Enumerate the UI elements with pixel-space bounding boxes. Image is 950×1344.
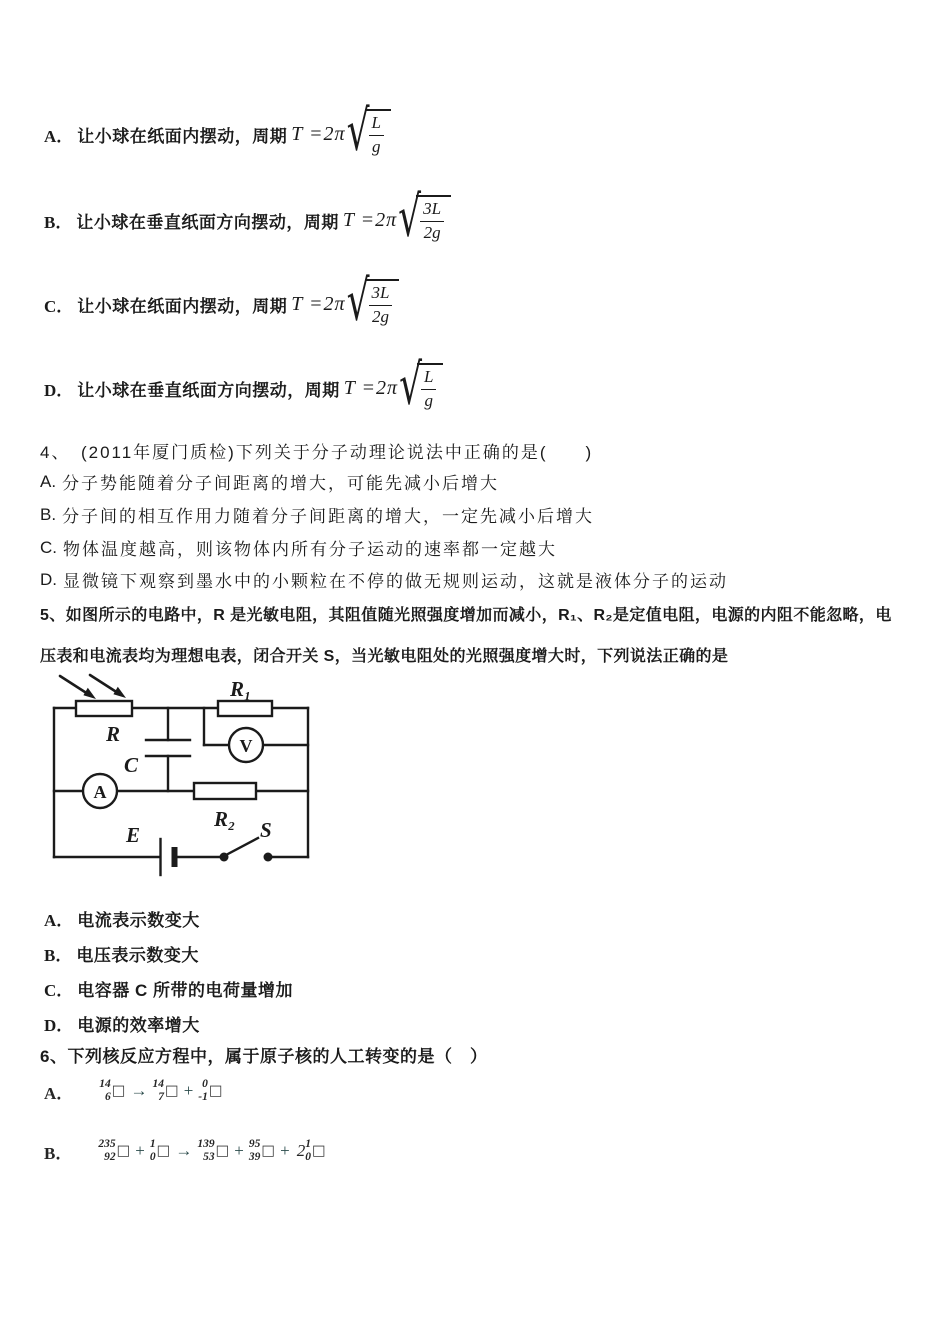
option-text: 电源的效率增大 [77,1016,200,1035]
mass-atomic-numbers [99,1079,111,1103]
option-label: D. [40,569,57,589]
fraction-numerator: 3L [420,199,444,221]
mass-atomic-numbers [197,1139,214,1163]
q5-option-d [44,1011,200,1036]
option-label: B． [44,1143,73,1163]
period-formula [343,353,444,418]
arrowhead-icon [113,687,126,698]
mass-number: 235 [98,1138,116,1150]
formula-prefix: T =2π [291,122,346,145]
q6-equation-b [44,1136,326,1166]
q6-header [40,1042,487,1067]
formula-prefix: T =2π [291,292,346,315]
question-text: 6、下列核反应方程中，属于原子核的人工转变的是（ ） [40,1047,488,1066]
option-label: B. [40,504,57,524]
q5-option-b [44,941,199,966]
ammeter-label: A [93,782,107,802]
atomic-number: 92 [104,1150,116,1163]
missing-glyph-box: □ [208,1083,223,1099]
q3-option-b [44,185,451,252]
switch-contact-dot [264,853,273,862]
fraction-denominator: g [372,136,381,156]
nuclide [98,1139,130,1163]
option-label: C. [40,537,57,557]
missing-glyph-box: □ [116,1143,131,1159]
option-label: A. [40,471,57,491]
fraction-denominator: 2g [423,222,441,242]
resistor-r1-label: R₁ [230,677,252,701]
missing-glyph-box: □ [111,1083,126,1099]
mass-number: 1 [149,1138,156,1150]
atomic-number: 53 [203,1150,215,1163]
mass-number: 14 [152,1078,164,1090]
fraction-denominator: 2g [372,306,389,326]
fraction [420,199,444,243]
radical-sign: √ [399,353,423,418]
circuit-diagram [46,670,318,886]
nuclide [249,1139,275,1163]
atomic-number: 39 [248,1150,261,1163]
atomic-number: -1 [198,1090,208,1103]
mass-atomic-numbers [152,1079,164,1103]
q3-option-a [44,99,391,166]
option-label: C． [44,296,74,316]
option-text: 显微镜下观察到墨水中的小颗粒在不停的做无规则运动，这就是液体分子的运动 [63,572,728,591]
fraction [421,367,436,411]
option-text: 物体温度越高，则该物体内所有分子运动的速率都一定越大 [63,540,557,559]
square-root [346,269,400,334]
missing-glyph-box: □ [164,1083,179,1099]
vinculum [365,279,400,327]
option-text: 让小球在垂直纸面方向摆动，周期 [77,380,340,400]
mass-atomic-numbers [305,1139,311,1163]
q4-option-d [40,567,728,592]
option-label: A． [44,126,74,146]
square-root [398,185,451,250]
option-label: B． [44,212,73,232]
arrow-symbol: → [175,1141,193,1160]
q6-equation-a [44,1076,223,1106]
coefficient: 2 [296,1141,306,1160]
mass-number: 95 [248,1138,261,1150]
option-label: A． [44,911,74,930]
nuclide [99,1079,125,1103]
period-formula [342,185,451,250]
q5-line2: 压表和电流表均为理想电表，闭合开关 S，当光敏电阻处的光照强度增大时，下列说法正确的是 [40,648,729,665]
mass-number: 14 [99,1078,111,1090]
plus-symbol: + [183,1081,194,1100]
formula-prefix: T =2π [342,208,398,231]
missing-glyph-box: □ [215,1143,230,1159]
square-root [399,353,443,418]
option-text: 让小球在纸面内摆动，周期 [77,296,288,316]
q3-option-d [44,353,443,420]
capacitor-label: C [124,753,139,777]
question-text: 4、 (2011年厦门质检)下列关于分子动理论说法中正确的是( ) [40,443,594,462]
atomic-number: 0 [149,1150,156,1163]
square-root [346,99,391,164]
option-text: 让小球在纸面内摆动，周期 [77,126,288,146]
option-text: 电流表示数变大 [77,911,200,930]
q5-option-c [44,976,293,1001]
radical-sign: √ [346,269,370,334]
option-label: D． [44,1016,74,1035]
missing-glyph-box: □ [261,1143,276,1159]
period-formula [291,99,391,164]
nuclide [197,1139,229,1163]
option-text: 让小球在垂直纸面方向摆动，周期 [76,212,339,232]
radical-sign: √ [398,185,422,250]
fraction [369,113,384,157]
fraction-numerator: L [421,367,436,389]
option-label: A． [44,1083,74,1103]
option-text: 电压表示数变大 [76,946,199,965]
switch-label: S [260,818,272,842]
period-formula [291,269,399,334]
option-label: C． [44,981,74,1000]
resistor-r2-body [194,783,256,799]
plus-symbol: + [135,1141,145,1160]
q4-option-a [40,469,499,494]
q5-line1: 5、如图所示的电路中，R 是光敏电阻，其阻值随光照强度增加而减小，R₁、R₂是定值电阻，电源的内阻不能忽略，电 [40,607,892,624]
nuclide [305,1139,325,1163]
arrowhead-icon [83,688,96,699]
plus-symbol: + [280,1141,290,1160]
plus-symbol: + [234,1141,244,1160]
atomic-number: 6 [105,1090,111,1103]
q4-header [40,438,593,463]
nuclide [152,1079,178,1103]
option-text: 分子间的相互作用力随着分子间距离的增大，一定先减小后增大 [62,507,595,526]
q4-option-b [40,502,594,527]
resistor-r1-body [218,701,272,716]
q4-option-c [40,535,557,560]
option-text: 分子势能随着分子间距离的增大，可能先减小后增大 [62,474,500,493]
mass-number: 1 [305,1138,311,1150]
fraction-numerator: L [369,113,384,135]
atomic-number: 7 [158,1090,164,1103]
option-text: 电容器 C 所带的电荷量增加 [77,981,294,1000]
option-label: D． [44,380,74,400]
nuclide [150,1139,170,1163]
arrow-symbol: → [130,1081,148,1100]
switch-contact-dot [220,853,229,862]
mass-number: 0 [202,1078,208,1090]
mass-number: 139 [197,1138,215,1150]
photoresistor-label: R [106,722,121,746]
q5-option-a [44,906,200,931]
voltmeter-label: V [239,736,253,756]
nuclide [198,1079,222,1103]
mass-atomic-numbers [98,1139,115,1163]
q3-option-c [44,269,399,336]
mass-atomic-numbers [198,1079,208,1103]
atomic-number: 0 [305,1150,311,1163]
mass-atomic-numbers [150,1139,156,1163]
option-label: B． [44,946,73,965]
radical-sign: √ [346,99,370,164]
fraction-numerator: 3L [369,283,393,305]
fraction [369,283,393,327]
formula-prefix: T =2π [343,376,399,399]
missing-glyph-box: □ [311,1143,326,1159]
vinculum [416,195,451,243]
missing-glyph-box: □ [156,1143,171,1159]
resistor-r2-label: R₂ [214,807,236,831]
battery-label: E [126,823,141,847]
photoresistor-body [76,701,132,716]
mass-atomic-numbers [249,1139,261,1163]
fraction-denominator: g [424,390,433,410]
